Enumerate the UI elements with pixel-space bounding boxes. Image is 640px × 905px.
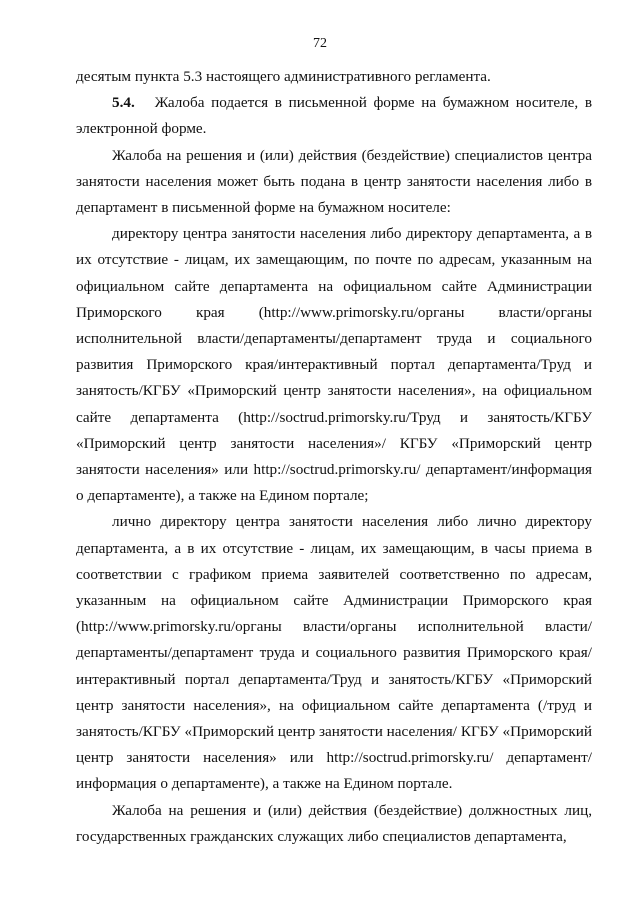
paragraph-complaint-officials: Жалоба на решения и (или) действия (бездействие) должностных лиц, государственных гражданских служащих либо специалистов департамента, — [76, 801, 592, 845]
section-text: Жалоба подается в письменной форме на бумажном носителе, в электронной форме. — [76, 94, 592, 138]
paragraph-section-5-4 — [76, 90, 592, 142]
section-number: 5.4. — [112, 94, 135, 112]
paragraph-continuation: десятым пункта 5.3 настоящего административного регламента. — [76, 68, 491, 85]
page-number: 72 — [313, 36, 327, 51]
paragraph-complaint-center: Жалоба на решения и (или) действия (бездействие) специалистов центра занятости населения может быть подана в центр занятости населения либо в департамент в письменной форме на бумажном носителе: — [76, 146, 592, 217]
paragraph-by-mail: директору центра занятости населения либо директору департамента, а в их отсутствие - лицам, их замещающим, по почте по адресам, указанным на официальном сайте департамента на официальном сайте Администрации Приморского края (http://www.primorsky.ru/органы власти/органы исполнительной власти/департаменты/департамент труда и социального развития Приморского края/интерактивный портал департамента/Труд и занятость/КГБУ «Приморский центр занятости населения», на официальном сайте департамента (http://soctrud.primorsky.ru/Труд и занятость/КГБУ «Приморский центр занятости населения»/ КГБУ «Приморский центр занятости населения» или http://soctrud.primorsky.ru/ департамент/информация о департаменте), а также на Едином портале; — [76, 225, 592, 505]
document-body — [76, 64, 592, 850]
paragraph-in-person: лично директору центра занятости населения либо лично директору департамента, а в их отсутствие - лицам, их замещающим, в часы приема в соответствии с графиком приема заявителей соответственно по адресам, указанным на официальном сайте Администрации Приморского края (http://www.primorsky.ru/органы власти/органы исполнительной власти/департаменты/департамент труда и социального развития Приморского края/интерактивный портал департамента/Труд и занятость/КГБУ «Приморский центр занятости населения», на официальном сайте департамента (/труд и занятость/КГБУ «Приморский центр занятости населения/ КГБУ «Приморский центр занятости населения» или http://soctrud.primorsky.ru/ департамент/информация о департаменте), а также на Едином портале. — [76, 513, 592, 793]
